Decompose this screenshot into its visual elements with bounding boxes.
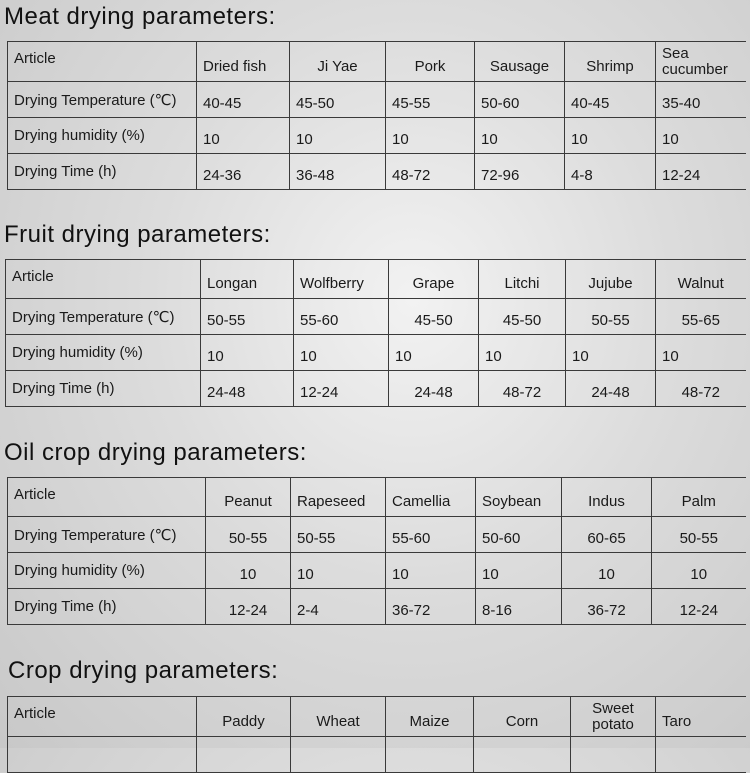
column-header: Corn [474,697,571,737]
table-cell: 10 [290,118,386,154]
row-label-humidity: Drying humidity (%) [8,553,206,589]
column-header: Sweet potato [571,697,656,737]
table-row [6,335,746,371]
row-label-humidity: Drying humidity (%) [8,118,197,154]
table-cell: 50-60 [475,82,565,118]
table-header-row [6,260,746,299]
row-label-article: Article [8,42,197,82]
table-cell: 40-45 [197,82,290,118]
table-cell: 45-50 [290,82,386,118]
meat-parameters-table [7,41,746,190]
table-row [8,118,746,154]
column-header: Wolfberry [294,260,389,299]
row-label-temperature: Drying Temperature (℃) [6,299,201,335]
section-title-oil-crop: Oil crop drying parameters: [4,439,307,466]
table-row [8,82,746,118]
table-cell: 10 [206,553,291,589]
table-cell: 48-72 [656,371,746,407]
table-row [6,299,746,335]
section-title-fruit: Fruit drying parameters: [4,221,271,248]
table-cell: 10 [386,118,475,154]
table-row [8,517,746,553]
column-header: Indus [562,478,652,517]
column-header: Camellia [386,478,476,517]
table-cell: 10 [291,553,386,589]
table-cell: 50-60 [476,517,562,553]
table-cell: 12-24 [294,371,389,407]
table-cell [571,737,656,773]
table-cell: 10 [562,553,652,589]
table-row [8,154,746,190]
table-cell: 50-55 [566,299,656,335]
section-title-meat: Meat drying parameters: [4,3,276,30]
table-cell: 24-36 [197,154,290,190]
column-header: Soybean [476,478,562,517]
column-header: Jujube [566,260,656,299]
table-cell: 45-50 [479,299,566,335]
row-label-humidity: Drying humidity (%) [6,335,201,371]
table-cell: 10 [656,118,746,154]
table-cell: 48-72 [386,154,475,190]
fruit-parameters-table [5,259,746,407]
table-cell: 10 [476,553,562,589]
table-cell: 10 [565,118,656,154]
table-cell: 10 [294,335,389,371]
column-header: Palm [652,478,746,517]
row-label-time: Drying Time (h) [6,371,201,407]
table-cell [291,737,386,773]
column-header: Taro [656,697,746,737]
table-cell: 24-48 [389,371,479,407]
row-label-article: Article [8,697,197,737]
table-cell [197,737,291,773]
table-cell: 10 [386,553,476,589]
table-cell: 10 [197,118,290,154]
table-cell: 50-55 [291,517,386,553]
table-cell [8,737,197,773]
table-cell: 2-4 [291,589,386,625]
table-cell: 55-65 [656,299,746,335]
row-label-temperature: Drying Temperature (℃) [8,82,197,118]
table-cell: 10 [479,335,566,371]
table-header-row [8,478,746,517]
table-row [8,737,746,773]
column-header: Wheat [291,697,386,737]
column-header: Paddy [197,697,291,737]
table-cell: 72-96 [475,154,565,190]
row-label-article: Article [8,478,206,517]
table-cell: 60-65 [562,517,652,553]
oil-crop-parameters-table [7,477,746,625]
column-header: Litchi [479,260,566,299]
table-cell: 10 [389,335,479,371]
column-header: Pork [386,42,475,82]
column-header: Sausage [475,42,565,82]
table-header-row [8,697,746,737]
table-cell: 36-72 [562,589,652,625]
table-cell: 12-24 [656,154,746,190]
table-cell: 8-16 [476,589,562,625]
column-header: Longan [201,260,294,299]
column-header: Ji Yae [290,42,386,82]
crop-parameters-table [7,696,746,773]
table-cell: 10 [652,553,746,589]
column-header: Peanut [206,478,291,517]
table-cell: 12-24 [206,589,291,625]
section-title-crop: Crop drying parameters: [8,657,279,684]
column-header: Walnut [656,260,746,299]
table-cell [656,737,746,773]
table-cell: 50-55 [201,299,294,335]
table-cell: 24-48 [201,371,294,407]
column-header: Shrimp [565,42,656,82]
table-cell: 12-24 [652,589,746,625]
table-cell: 45-55 [386,82,475,118]
column-header: Grape [389,260,479,299]
row-label-time: Drying Time (h) [8,589,206,625]
table-cell: 50-55 [652,517,746,553]
table-cell: 48-72 [479,371,566,407]
table-cell: 10 [566,335,656,371]
column-header: Maize [386,697,474,737]
table-row [8,589,746,625]
table-cell [386,737,474,773]
column-header: Dried fish [197,42,290,82]
row-label-time: Drying Time (h) [8,154,197,190]
table-cell: 4-8 [565,154,656,190]
table-cell: 10 [656,335,746,371]
table-cell: 50-55 [206,517,291,553]
table-cell: 10 [475,118,565,154]
table-header-row [8,42,746,82]
table-cell: 35-40 [656,82,746,118]
table-cell: 36-48 [290,154,386,190]
table-row [8,553,746,589]
table-cell: 36-72 [386,589,476,625]
table-cell: 40-45 [565,82,656,118]
table-row [6,371,746,407]
table-cell [474,737,571,773]
table-cell: 10 [201,335,294,371]
column-header: Sea cucumber [656,42,746,82]
row-label-temperature: Drying Temperature (℃) [8,517,206,553]
row-label-article: Article [6,260,201,299]
table-cell: 45-50 [389,299,479,335]
table-cell: 55-60 [294,299,389,335]
table-cell: 55-60 [386,517,476,553]
column-header: Rapeseed [291,478,386,517]
table-cell: 24-48 [566,371,656,407]
